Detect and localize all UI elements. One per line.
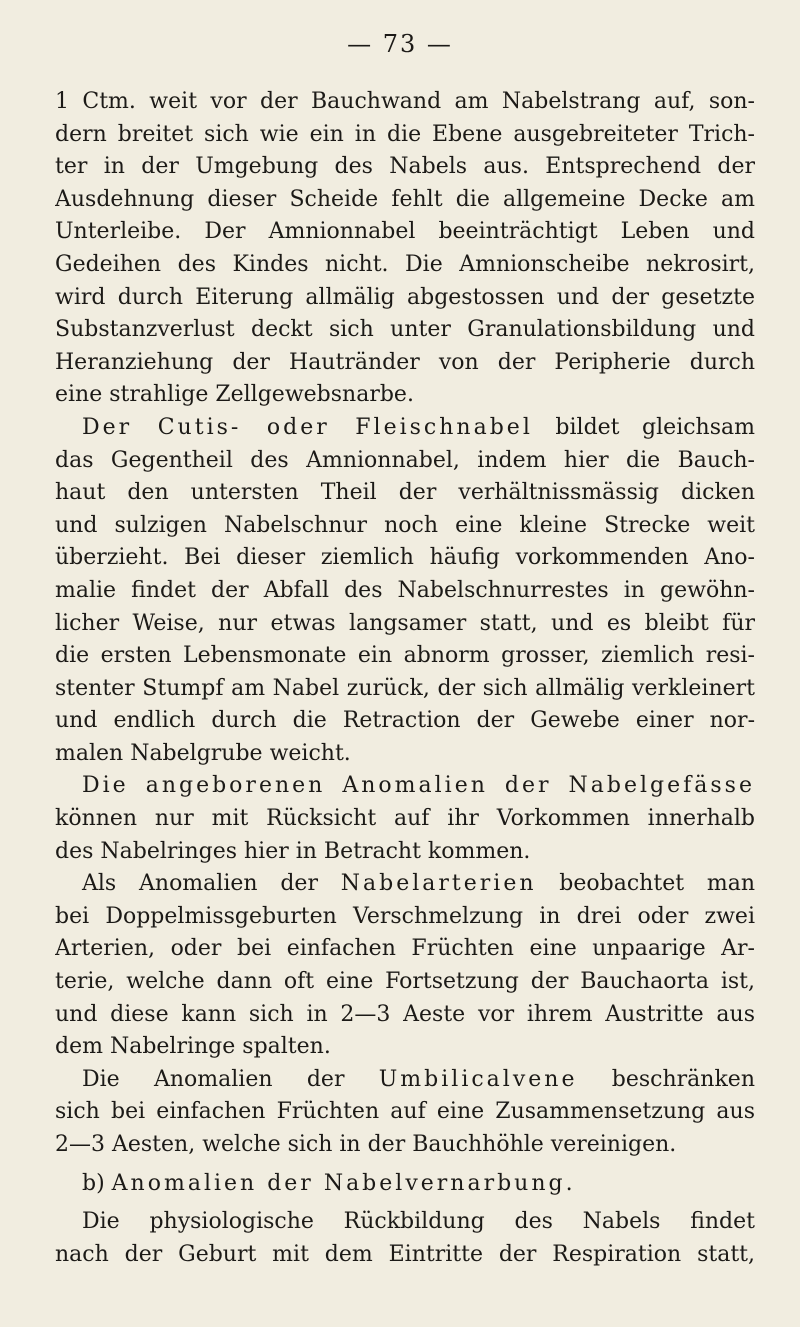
text-line: sich bei einfachen Früchten auf eine Zusammensetzung aus [55, 1099, 755, 1125]
spaced-term: Die angeborenen Anomalien der Nabelgefässe [82, 773, 755, 799]
text-line: wird durch Eiterung allmälig abgestossen und der gesetzte [55, 284, 755, 310]
text-line: Substanzverlust deckt sich unter Granulationsbildung und [55, 317, 755, 343]
text-line [55, 868, 755, 901]
text-fragment: beobachtet man [536, 871, 755, 897]
page-number: — 73 — [347, 30, 453, 58]
paragraph-amnionnabel [55, 86, 755, 412]
heading-prefix: b) [82, 1170, 112, 1196]
text-line [55, 412, 755, 445]
paragraph-umbilicalvene [55, 1064, 755, 1162]
text-line: 1 Ctm. weit vor der Bauchwand am Nabelstrang auf, son- [55, 89, 755, 114]
text-line: Unterleibe. Der Amnionnabel beeinträchtigt Leben und [55, 219, 755, 245]
text-line: ter in der Umgebung des Nabels aus. Entsprechend der [55, 154, 755, 180]
paragraph-nabelgefaesse [55, 770, 755, 868]
text-fragment: bildet gleichsam [532, 414, 755, 440]
text-line: Ausdehnung dieser Scheide fehlt die allgemeine Decke am [55, 186, 755, 212]
text-line [55, 770, 755, 803]
text-line: 2—3 Aesten, welche sich in der Bauchhöhle vereinigen. [55, 1132, 677, 1157]
text-line: können nur mit Rücksicht auf ihr Vorkommen innerhalb [55, 806, 755, 832]
text-line: malie findet der Abfall des Nabelschnurrestes in gewöhn- [55, 577, 755, 603]
text-fragment: beschränken [577, 1066, 755, 1092]
text-line [55, 1064, 755, 1097]
text-line: und sulzigen Nabelschnur noch eine kleine Strecke weit [55, 512, 755, 538]
spaced-term: Nabelarterien [340, 871, 537, 897]
text-line: stenter Stumpf am Nabel zurück, der sich allmälig verkleinert [55, 675, 755, 701]
body-text [55, 86, 755, 1271]
spaced-term: Der Cutis- oder Fleischnabel [82, 414, 533, 440]
text-fragment: Die Anomalien der [82, 1066, 379, 1092]
text-line: eine strahlige Zellgewebsnarbe. [55, 382, 414, 408]
text-line: malen Nabelgrube weicht. [55, 740, 351, 766]
text-fragment: Als Anomalien der [82, 871, 341, 897]
paragraph-cutisnabel [55, 412, 755, 771]
spaced-term: Anomalien der Nabelvernarbung. [111, 1170, 576, 1196]
text-line: terie, welche dann oft eine Fortsetzung der Bauchaorta ist, [55, 969, 755, 995]
text-line: Heranziehung der Hautränder von der Peripherie durch [55, 349, 755, 375]
paragraph-nabelarterien [55, 868, 755, 1064]
text-line: Die physiologische Rückbildung des Nabels findet [82, 1209, 755, 1235]
text-line: die ersten Lebensmonate ein abnorm grosser, ziemlich resi- [55, 643, 755, 669]
text-line: haut den untersten Theil der verhältnissmässig dicken [55, 480, 755, 506]
text-line: dern breitet sich wie ein in die Ebene ausgebreiteter Trich- [55, 121, 755, 147]
section-heading [55, 1168, 755, 1201]
text-line: Gedeihen des Kindes nicht. Die Amnionscheibe nekrosirt, [55, 251, 755, 277]
text-line: licher Weise, nur etwas langsamer statt, und es bleibt für [55, 610, 755, 636]
text-line: bei Doppelmissgeburten Verschmelzung in drei oder zwei [55, 903, 755, 929]
spaced-term: Umbilicalvene [378, 1066, 578, 1092]
text-line: überzieht. Bei dieser ziemlich häufig vorkommenden Ano- [55, 545, 755, 571]
text-line: und diese kann sich in 2—3 Aeste vor ihrem Austritte aus [55, 1001, 755, 1027]
text-line: Arterien, oder bei einfachen Früchten eine unpaarige Ar- [55, 936, 755, 962]
paragraph-rueckbildung [55, 1206, 755, 1271]
text-line: des Nabelringes hier in Betracht kommen. [55, 838, 531, 864]
text-line: dem Nabelringe spalten. [55, 1034, 331, 1060]
text-line: nach der Geburt mit dem Eintritte der Respiration statt, [55, 1241, 755, 1267]
text-line: und endlich durch die Retraction der Gewebe einer nor- [55, 708, 755, 734]
text-line: das Gegentheil des Amnionnabel, indem hier die Bauch- [55, 447, 755, 473]
